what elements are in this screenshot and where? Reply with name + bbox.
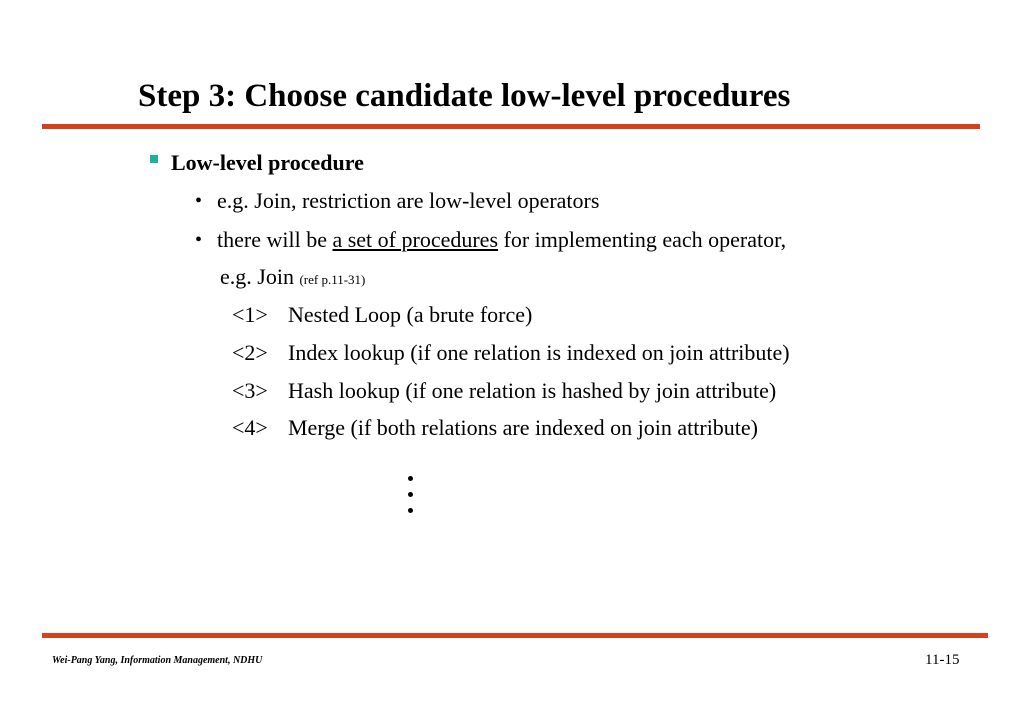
footer-divider [42,633,988,638]
page-number: 11-15 [925,652,960,668]
ellipsis-dot-icon [408,476,413,481]
title-divider [42,124,980,129]
procedure-item [232,300,532,330]
bullet-item-1: e.g. Join, restriction are low-level operators [217,188,600,213]
heading-low-level-procedure: Low-level procedure [171,150,364,175]
procedure-text: Hash lookup (if one relation is hashed by join attribute) [288,378,777,403]
footer-author: Wei-Pang Yang, Information Management, NDHU [52,655,263,666]
procedure-text: Nested Loop (a brute force) [288,302,533,327]
procedure-number: <4> [232,415,268,440]
procedure-item [232,338,790,368]
slide-title: Step 3: Choose candidate low-level procedures [138,78,791,114]
bullet-item-2-pre: there will be [217,227,333,252]
join-example [220,262,365,295]
square-bullet-icon [150,155,158,163]
ellipsis-dot-icon [408,508,413,513]
procedure-item [232,413,758,443]
bullet-dot-icon: • [195,190,203,212]
procedure-text: Merge (if both relations are indexed on join attribute) [288,415,759,440]
procedure-number: <2> [232,340,268,365]
ellipsis-dot-icon [408,492,413,497]
bullet-item-2-post: for implementing each operator, [498,227,787,252]
procedure-number: <3> [232,378,268,403]
bullet-dot-icon: • [195,229,203,251]
procedure-text: Index lookup (if one relation is indexed on join attribute) [288,340,790,365]
set-of-procedures-text: a set of procedures [332,227,499,252]
join-example-text: e.g. Join [220,264,300,289]
bullet-item-2 [217,225,786,255]
procedure-item [232,376,776,406]
page-reference: (ref p.11-31) [299,272,366,287]
procedure-number: <1> [232,302,268,327]
